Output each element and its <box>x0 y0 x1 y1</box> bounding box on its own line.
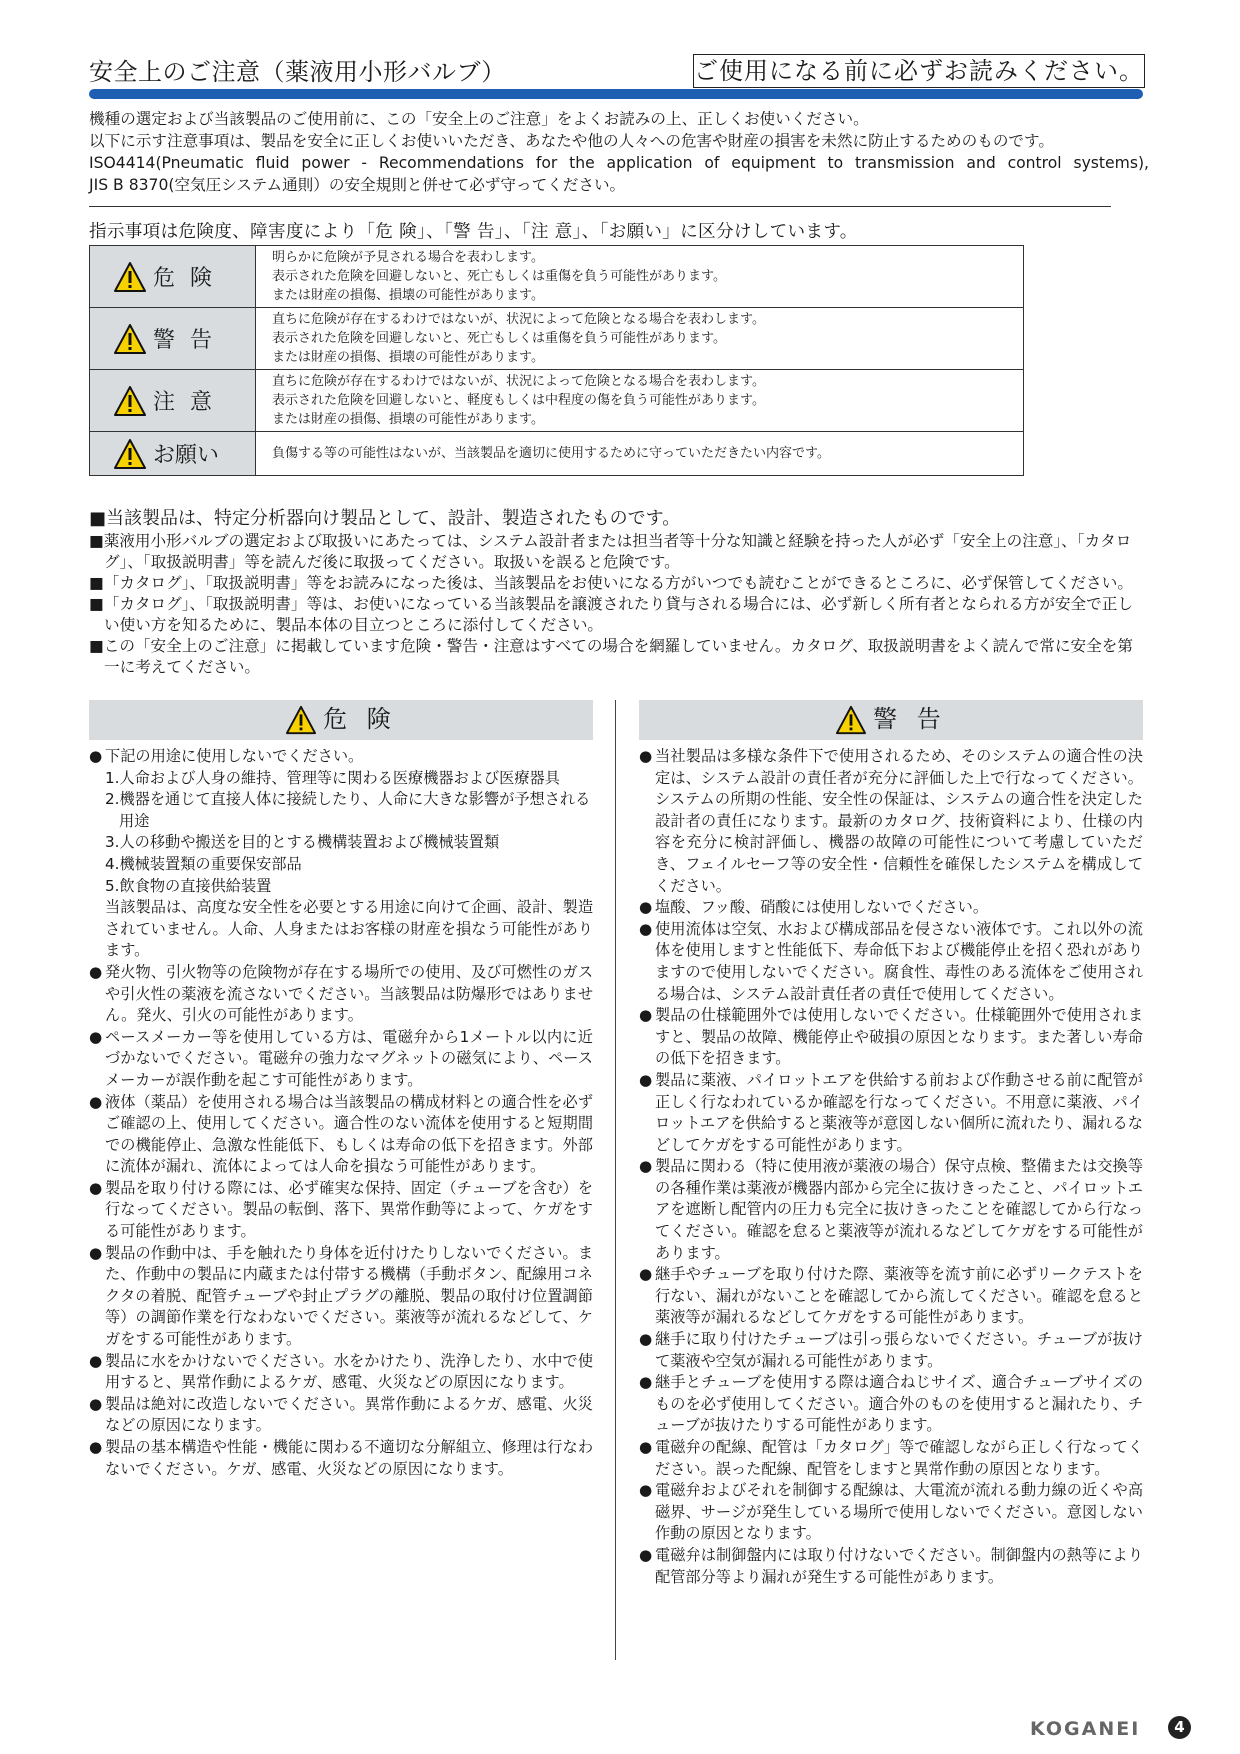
danger-item: ● 液体（薬品）を使用される場合は当該製品の構成材料との適合性を必ずご確認の上、使用してください。適合性のない流体を使用すると短期間での機能停止、急激な性能低下、もしくは寿命の低下を招きます。外部に流体が漏れ、流体によっては人命を損なう可能性があります。 <box>89 1092 593 1178</box>
level-label-cell <box>90 246 256 308</box>
intro-line: ISO4414(Pneumatic fluid power - Recommendations for the application of equipment to transmission and control systems), <box>89 154 1149 172</box>
warning-triangle-icon <box>285 705 317 735</box>
intro-line: 以下に示す注意事項は、製品を安全に正しくお使いいただき、あなたや他の人々への危害や財産の損害を未然に防止するためのものです。 <box>89 132 1054 150</box>
danger-item: ● 製品に水をかけないでください。水をかけたり、洗浄したり、水中で使用すると、異常作動によるケガ、感電、火災などの原因になります。 <box>89 1351 593 1394</box>
danger-column-header <box>89 700 593 740</box>
warning-item: ● 塩酸、フッ酸、硝酸には使用しないでください。 <box>639 897 1143 919</box>
level-row-warning <box>90 308 1024 370</box>
description-line: 表示された危険を回避しないと、死亡もしくは重傷を負う可能性があります。 <box>272 269 726 284</box>
hazard-level-table <box>89 245 1024 476</box>
prohibited-use: 3.人の移動や搬送を目的とする機構装置および機械装置類 <box>105 833 500 852</box>
warning-triangle-icon <box>113 438 147 470</box>
warning-item: ● 継手とチューブを使用する際は適合ねじサイズ、適合チューブサイズのものを必ず使用してください。適合外のものを使用すると漏れたり、チューブが抜けたりする可能性があります。 <box>639 1372 1143 1437</box>
danger-item: ● 発火物、引火物等の危険物が存在する場所での使用、及び可燃性のガスや引火性の薬液を流さないでください。当該製品は防爆形ではありません。発火、引火の可能性があります。 <box>89 962 593 1027</box>
level-row-request <box>90 432 1024 476</box>
level-description <box>256 308 1024 370</box>
intro-line: 機種の選定および当該製品のご使用前に、この「安全上のご注意」をよくお読みの上、正しくお使いください。 <box>89 110 869 128</box>
level-label: お願い <box>153 443 220 468</box>
column-divider <box>615 700 616 1660</box>
prohibited-use: 5.飲食物の直接供給装置 <box>105 876 272 895</box>
prohibited-use: 2.機器を通じて直接人体に接続したり、人命に大きな影響が予想される用途 <box>105 790 591 830</box>
warning-triangle-icon <box>113 385 147 417</box>
danger-note: 当該製品は、高度な安全性を必要とする用途に向けて企画、設計、製造されていません。人命、人身またはお客様の財産を損なう可能性があります。 <box>105 898 593 960</box>
warning-column <box>639 700 1143 1588</box>
description-line: または財産の損傷、損壊の可能性があります。 <box>272 350 544 365</box>
brand-logo: KOGANEI <box>1030 1718 1141 1740</box>
intro-line: JIS B 8370(空気圧システム通則）の安全規則と併せて必ず守ってください。 <box>89 176 626 194</box>
warning-item: ● 継手に取り付けたチューブは引っ張らないでください。チューブが抜けて薬液や空気が漏れる可能性があります。 <box>639 1329 1143 1372</box>
warning-item: ● 製品に薬液、パイロットエアを供給する前および作動させる前に配管が正しく行なわれているか確認を行なってください。不用意に薬液、パイロットエアを供給すると薬液等が意図しない個所に流れたり、漏れるなどしてケガをする可能性があります。 <box>639 1070 1143 1156</box>
page-number: 4 <box>1168 1716 1191 1739</box>
warning-triangle-icon <box>113 323 147 355</box>
warning-item: ● 使用流体は空気、水および構成部品を侵さない液体です。これ以外の流体を使用しますと性能低下、寿命低下および機能停止を招く恐れがありますので使用しないでください。腐食性、毒性のある流体をご使用される場合は、システム設計責任者の責任で使用してください。 <box>639 919 1143 1005</box>
intro-text <box>89 108 1149 196</box>
description-line: 直ちに危険が存在するわけではないが、状況によって危険となる場合を表わします。 <box>272 374 765 389</box>
warning-item: ● 当社製品は多様な条件下で使用されるため、そのシステムの適合性の決定は、システム設計の責任者が充分に評価した上で行なってください。システムの所期の性能、安全性の保証は、システムの適合性を決定した設計者の責任になります。最新のカタログ、技術資料により、仕様の内容を充分に検討評価し、機器の故障の可能性について考慮していただき、フェイルセーフ等の安全性・信頼性を確保したシステムを構成してください。 <box>639 746 1143 897</box>
read-before-use-notice: ご使用になる前に必ずお読みください。 <box>693 54 1145 88</box>
warning-item: ● 製品の仕様範囲外では使用しないでください。仕様範囲外で使用されますと、製品の故障、機能停止や破損の原因となります。また著しい寿命の低下を招きます。 <box>639 1005 1143 1070</box>
intro-divider <box>89 206 1111 207</box>
description-line: 表示された危険を回避しないと、軽度もしくは中程度の傷を負う可能性があります。 <box>272 393 765 408</box>
danger-item: ● 下記の用途に使用しないでください。 <box>89 746 593 768</box>
warning-triangle-icon <box>113 261 147 293</box>
description-line: または財産の損傷、損壊の可能性があります。 <box>272 412 544 427</box>
warning-column-title: 警 告 <box>873 705 947 734</box>
level-label: 注 意 <box>153 390 216 415</box>
description-line: 負傷する等の可能性はないが、当該製品を適切に使用するために守っていただきたい内容です。 <box>272 446 830 461</box>
danger-item: ● 製品を取り付ける際には、必ず確実な保持、固定（チューブを含む）を行なってください。製品の転倒、落下、異常作動等によって、ケガをする可能性があります。 <box>89 1178 593 1243</box>
danger-column <box>89 700 593 1480</box>
danger-item: ● 製品は絶対に改造しないでください。異常作動によるケガ、感電、火災などの原因になります。 <box>89 1394 593 1437</box>
note-item: ■薬液用小形バルブの選定および取扱いにあたっては、システム設計者または担当者等十分な知識と経験を持った人が必ず「安全上の注意」、「カタログ」、「取扱説明書」等を読んだ後に取扱ってください。取扱いを誤ると危険です。 <box>89 532 1132 571</box>
warning-triangle-icon <box>835 705 867 735</box>
prohibited-use: 1.人命および人身の維持、管理等に関わる医療機器および医療器具 <box>105 768 560 787</box>
warning-item: ● 製品に関わる（特に使用液が薬液の場合）保守点検、整備または交換等の各種作業は薬液が機器内部から完全に抜けきったこと、パイロットエアを遮断し配管内の圧力も完全に抜けきったことを確認してから行なってください。確認を怠ると薬液等が流れるなどしてケガをする可能性があります。 <box>639 1156 1143 1264</box>
level-description <box>256 246 1024 308</box>
general-notes <box>89 508 1147 678</box>
warning-item: ● 電磁弁の配線、配管は「カタログ」等で確認しながら正しく行なってください。誤った配線、配管をしますと異常作動の原因となります。 <box>639 1437 1143 1480</box>
level-row-caution <box>90 370 1024 432</box>
page-title: 安全上のご注意（薬液用小形バルブ） <box>89 58 506 86</box>
level-label-cell <box>90 308 256 370</box>
note-item: ■「カタログ」、「取扱説明書」等をお読みになった後は、当該製品をお使いになる方がいつでも読むことができるところに、必ず保管してください。 <box>89 574 1133 592</box>
description-line: または財産の損傷、損壊の可能性があります。 <box>272 288 544 303</box>
note-item: ■「カタログ」、「取扱説明書」等は、お使いになっている当該製品を譲渡されたり貸与される場合には、必ず新しく所有者となられる方が安全で正しい使い方を知るために、製品本体の目立つところに添付してください。 <box>89 595 1133 634</box>
level-label-cell <box>90 432 256 476</box>
danger-item: ● 製品の作動中は、手を触れたり身体を近付けたりしないでください。また、作動中の製品に内蔵または付帯する機構（手動ボタン、配線用コネクタの着脱、配管チューブや封止プラグの離脱、製品の取付け位置調節等）の調節作業を行なわないでください。薬液等が流れるなどして、ケガをする可能性があります。 <box>89 1243 593 1351</box>
level-label: 危 険 <box>153 266 216 291</box>
notes-headline: ■当該製品は、特定分析器向け製品として、設計、製造されたものです。 <box>89 508 681 529</box>
warning-column-header <box>639 700 1143 740</box>
warning-item: ● 電磁弁およびそれを制御する配線は、大電流が流れる動力線の近くや高磁界、サージが発生している場所で使用しないでください。意図しない作動の原因となります。 <box>639 1480 1143 1545</box>
level-label: 警 告 <box>153 328 216 353</box>
description-line: 直ちに危険が存在するわけではないが、状況によって危険となる場合を表わします。 <box>272 312 765 327</box>
prohibited-use: 4.機械装置類の重要保安部品 <box>105 854 302 873</box>
level-description <box>256 432 1024 476</box>
level-row-danger <box>90 246 1024 308</box>
danger-column-title: 危 険 <box>323 705 397 734</box>
description-line: 表示された危険を回避しないと、死亡もしくは重傷を負う可能性があります。 <box>272 331 726 346</box>
classification-heading: 指示事項は危険度、障害度により「危 険」、「警 告」、「注 意」、「お願い」に区分けしています。 <box>89 222 858 242</box>
warning-item: ● 継手やチューブを取り付けた際、薬液等を流す前に必ずリークテストを行ない、漏れがないことを確認してから流してください。確認を怠ると薬液等が漏れるなどしてケガをする可能性があります。 <box>639 1264 1143 1329</box>
level-description <box>256 370 1024 432</box>
danger-item: ● 製品の基本構造や性能・機能に関わる不適切な分解組立、修理は行なわないでください。ケガ、感電、火災などの原因になります。 <box>89 1437 593 1480</box>
description-line: 明らかに危険が予見される場合を表わします。 <box>272 250 544 265</box>
level-label-cell <box>90 370 256 432</box>
warning-item: ● 電磁弁は制御盤内には取り付けないでください。制御盤内の熱等により配管部分等より漏れが発生する可能性があります。 <box>639 1545 1143 1588</box>
note-item: ■この「安全上のご注意」に掲載しています危険・警告・注意はすべての場合を網羅していません。カタログ、取扱説明書をよく読んで常に安全を第一に考えてください。 <box>89 637 1133 676</box>
danger-item: ● ペースメーカー等を使用している方は、電磁弁から1メートル以内に近づかないでください。電磁弁の強力なマグネットの磁気により、ペースメーカーが誤作動を起こす可能性があります。 <box>89 1027 593 1092</box>
header-rule <box>89 89 1143 99</box>
